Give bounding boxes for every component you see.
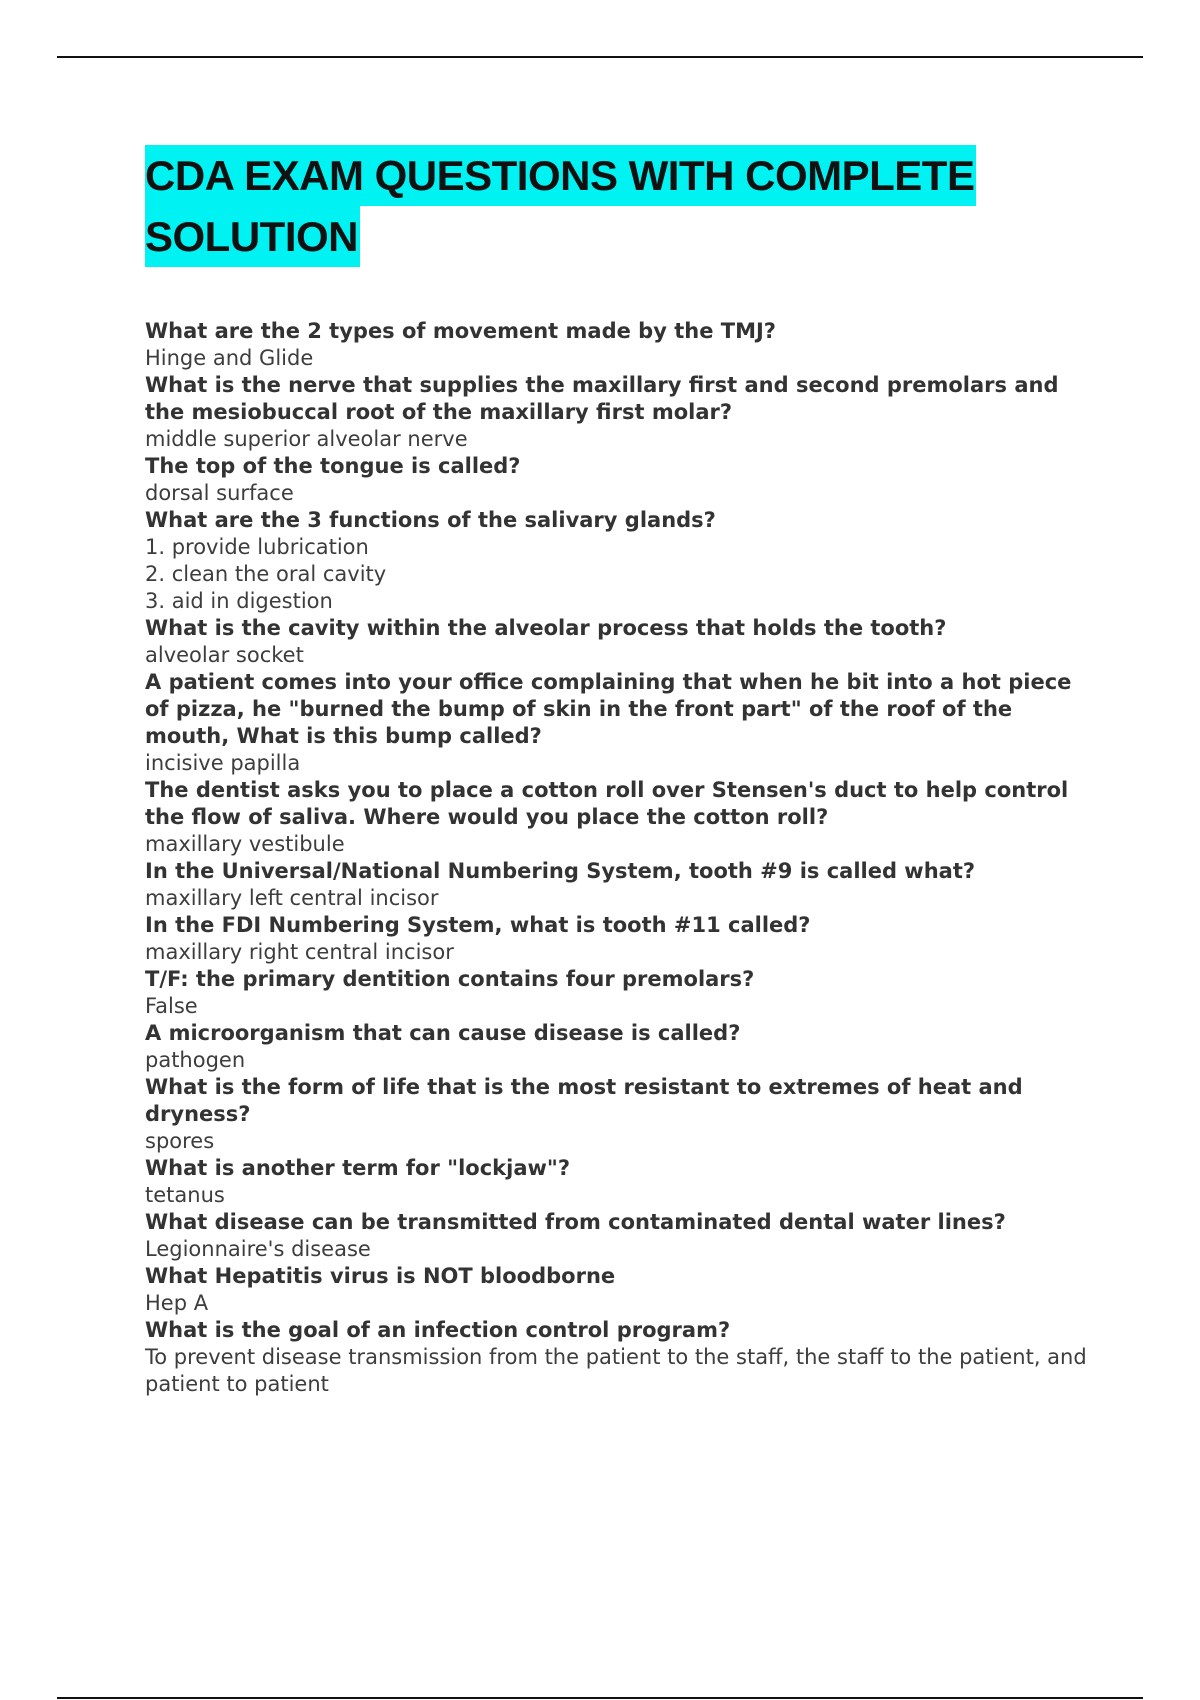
qa-item [145, 966, 1095, 1020]
qa-item [145, 1155, 1095, 1209]
answer: alveolar socket [145, 643, 304, 667]
qa-item [145, 318, 1095, 372]
question: T/F: the primary dentition contains four premolars? [145, 967, 755, 991]
qa-item [145, 1209, 1095, 1263]
answer: tetanus [145, 1183, 225, 1207]
question: A patient comes into your office complaining that when he bit into a hot piece of pizza, he "burned the bump of skin in the front part" of the roof of the mouth, What is this bump called? [145, 670, 1072, 748]
question: What is the goal of an infection control program? [145, 1318, 731, 1342]
qa-item [145, 1020, 1095, 1074]
document-title [145, 145, 1045, 267]
answer-line: 2. clean the oral cavity [145, 562, 387, 586]
answer: spores [145, 1129, 215, 1153]
qa-item [145, 1263, 1095, 1317]
question: What is the form of life that is the most resistant to extremes of heat and dryness? [145, 1075, 1023, 1126]
qa-item [145, 615, 1095, 669]
question: In the FDI Numbering System, what is tooth #11 called? [145, 913, 811, 937]
answer: To prevent disease transmission from the patient to the staff, the staff to the patient, and patient to patient [145, 1345, 1087, 1396]
answer: middle superior alveolar nerve [145, 427, 468, 451]
answer: pathogen [145, 1048, 246, 1072]
answer: maxillary left central incisor [145, 886, 439, 910]
answer: maxillary right central incisor [145, 940, 454, 964]
answer: Hep A [145, 1291, 209, 1315]
top-rule [57, 56, 1143, 58]
qa-item [145, 1074, 1095, 1155]
answer: Legionnaire's disease [145, 1237, 371, 1261]
qa-item [145, 1317, 1095, 1398]
answer-line: 1. provide lubrication [145, 535, 369, 559]
question: What are the 3 functions of the salivary glands? [145, 508, 716, 532]
question: What disease can be transmitted from contaminated dental water lines? [145, 1210, 1006, 1234]
qa-item [145, 507, 1095, 615]
answer: dorsal surface [145, 481, 294, 505]
question: The dentist asks you to place a cotton roll over Stensen's duct to help control the flow of saliva. Where would you place the cotton roll? [145, 778, 1069, 829]
question: What is another term for "lockjaw"? [145, 1156, 571, 1180]
question: In the Universal/National Numbering System, tooth #9 is called what? [145, 859, 976, 883]
qa-item [145, 372, 1095, 453]
qa-item [145, 912, 1095, 966]
answer: incisive papilla [145, 751, 301, 775]
bottom-rule [57, 1697, 1143, 1699]
answer: maxillary vestibule [145, 832, 345, 856]
question: What are the 2 types of movement made by the TMJ? [145, 319, 776, 343]
qa-item [145, 669, 1095, 777]
question: A microorganism that can cause disease is called? [145, 1021, 741, 1045]
question: What is the cavity within the alveolar process that holds the tooth? [145, 616, 947, 640]
qa-item [145, 777, 1095, 858]
answer: Hinge and Glide [145, 346, 314, 370]
title-line-2: SOLUTION [145, 206, 360, 267]
qa-item [145, 858, 1095, 912]
question: What Hepatitis virus is NOT bloodborne [145, 1264, 616, 1288]
answer-line: 3. aid in digestion [145, 589, 333, 613]
question: The top of the tongue is called? [145, 454, 521, 478]
question: What is the nerve that supplies the maxillary first and second premolars and the mesiobuccal root of the maxillary first molar? [145, 373, 1059, 424]
title-line-1: CDA EXAM QUESTIONS WITH COMPLETE [145, 145, 976, 206]
answer: False [145, 994, 198, 1018]
qa-item [145, 453, 1095, 507]
qa-list [145, 318, 1095, 1398]
